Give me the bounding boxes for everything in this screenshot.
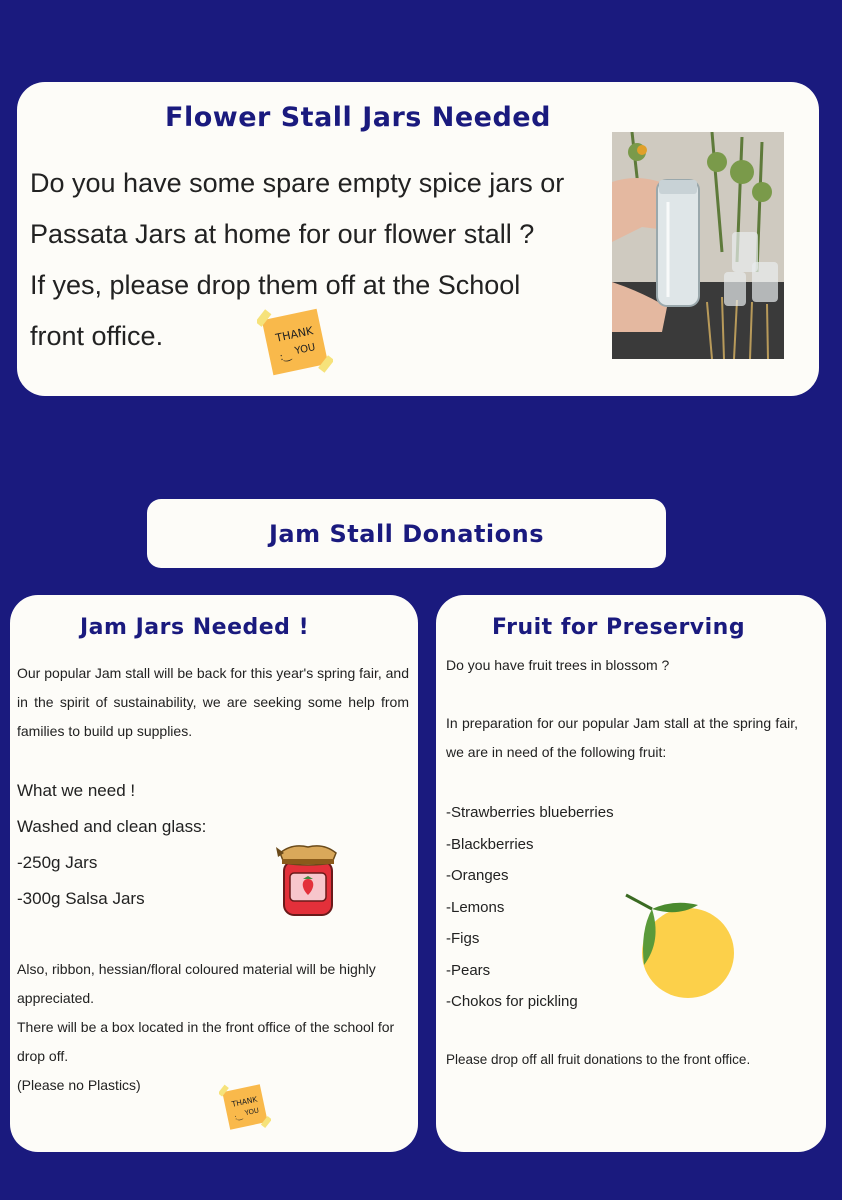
flower-stall-line: Do you have some spare empty spice jars or <box>30 168 565 198</box>
list-item: -Figs <box>446 930 480 947</box>
flower-stall-line: Passata Jars at home for our flower stall ? <box>30 219 535 249</box>
jam-jars-extra <box>17 955 409 1100</box>
note-text: THANK <box>274 324 315 345</box>
note-text: THANK <box>230 1094 259 1109</box>
sticky-note-icon <box>219 1081 271 1133</box>
list-item: -Chokos for pickling <box>446 993 578 1010</box>
fruit-card <box>436 595 826 1152</box>
list-item: -250g Jars <box>17 853 98 872</box>
flower-stall-card <box>17 82 819 396</box>
list-item: -Lemons <box>446 898 505 916</box>
jam-stall-banner <box>147 499 666 568</box>
fruit-dropoff: Please drop off all fruit donations to the front office. <box>446 1052 751 1067</box>
jam-jars-title: Jam Jars Needed ! <box>80 615 310 640</box>
jam-jars-card <box>10 595 418 1152</box>
needs-list <box>17 773 206 917</box>
sticky-note-icon <box>257 304 333 380</box>
note-text: YOU <box>293 342 317 358</box>
jam-stall-title: Jam Stall Donations <box>269 519 544 548</box>
list-item: -300g Salsa Jars <box>17 889 145 908</box>
jar-photo <box>612 132 784 359</box>
note-text: YOU <box>244 1106 260 1118</box>
flower-stall-title: Flower Stall Jars Needed <box>165 102 551 133</box>
extra-line: Also, ribbon, hessian/floral coloured material will be highly appreciated. <box>17 961 376 1006</box>
svg-text::‿: :‿ <box>233 1112 244 1122</box>
list-item: -Strawberries blueberries <box>446 804 614 821</box>
flower-stall-line: front office. <box>30 321 164 351</box>
list-item: -Oranges <box>446 867 509 884</box>
fruit-question: Do you have fruit trees in blossom ? <box>446 657 670 673</box>
list-item: What we need ! <box>17 781 136 800</box>
flower-stall-line: If yes, please drop them off at the School <box>30 270 521 300</box>
fruit-intro: In preparation for our popular Jam stall at the spring fair, we are in need of the following fruit: <box>446 715 798 760</box>
fruit-list <box>446 797 614 1018</box>
list-item: -Pears <box>446 961 491 979</box>
fruit-title: Fruit for Preserving <box>492 615 746 640</box>
jam-jar-icon <box>272 839 342 919</box>
svg-text::‿: :‿ <box>278 350 293 364</box>
lemon-icon <box>622 891 742 1007</box>
extra-line: (Please no Plastics) <box>17 1077 141 1093</box>
extra-line: There will be a box located in the front office of the school for drop off. <box>17 1019 395 1064</box>
jam-jars-intro: Our popular Jam stall will be back for this year's spring fair, and in the spirit of sustainability, we are seeking some help from families to build up supplies. <box>17 665 409 739</box>
list-item: Washed and clean glass: <box>17 817 207 836</box>
list-item: -Blackberries <box>446 835 534 853</box>
